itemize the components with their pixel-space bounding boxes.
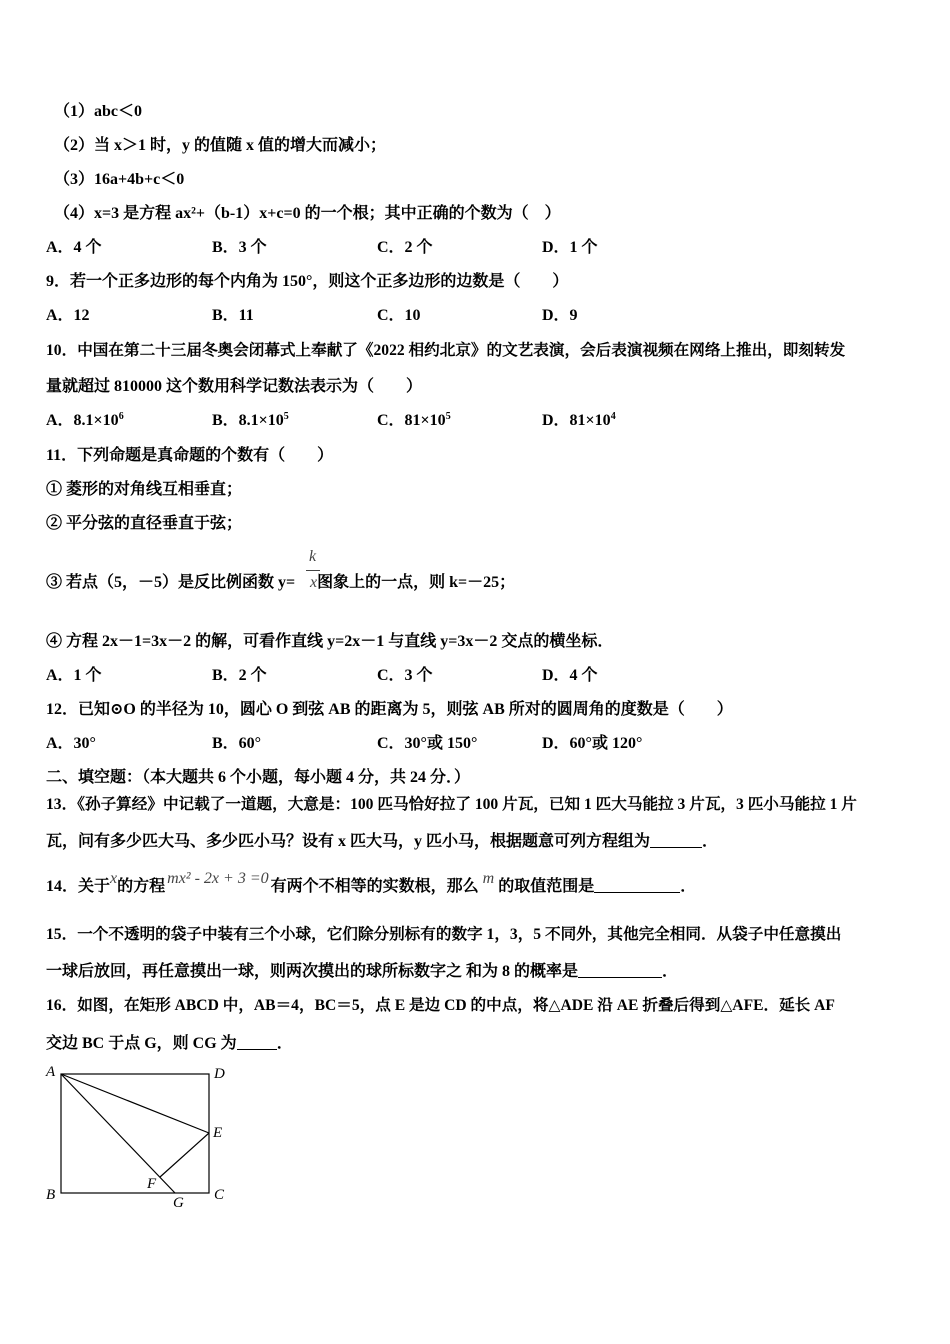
q8-option-d: D．1 个: [542, 239, 598, 256]
q9-option-d: D．9: [542, 307, 578, 324]
q10-option-b: B．$8.1\times 10^5$: [212, 411, 289, 429]
q11-option-a: A．1 个: [46, 667, 102, 684]
q14-equation: mx² - 2x + 3 =0: [167, 870, 269, 887]
q10-option-c: C．$81\times 10^5$: [377, 411, 451, 429]
q8-item-4: （4）x=3 是方程 ax²+（b-1）x+c=0 的一个根；其中正确的个数为（ ）: [54, 205, 561, 222]
q9-option-b: B．11: [212, 307, 254, 324]
label-e: E: [213, 1125, 223, 1141]
rectangle-fold-figure: [40, 1060, 240, 1220]
q12-option-b: B．60°: [212, 735, 262, 752]
q11-option-d: D．4 个: [542, 667, 598, 684]
q12-option-c: C．30°或 150°: [377, 735, 478, 752]
q8-option-b: B．3 个: [212, 239, 267, 256]
segment-ag: [61, 1074, 175, 1193]
answer-blank[interactable]: [594, 878, 680, 893]
q12-stem: 12．已知⊙O 的半径为 10，圆心 O 到弦 AB 的距离为 5，则弦 AB 所对的圆周角的度数是（ ）: [46, 701, 733, 718]
q10-option-a: A．$8.1\times 10^6$: [46, 411, 124, 429]
q11-option-b: B．2 个: [212, 667, 267, 684]
q12-option-d: D．60°或 120°: [542, 735, 643, 752]
label-f: F: [147, 1176, 157, 1192]
segment-ae: [61, 1074, 209, 1133]
rectangle-abcd: [61, 1074, 209, 1193]
q9-stem: 9．若一个正多边形的每个内角为 150°，则这个正多边形的边数是（ ）: [46, 273, 569, 290]
q14-stem: 14．关于x的方程 mx² - 2x + 3 =0 有两个不相等的实数根，那么 m 的取值范围是 ．: [46, 870, 697, 895]
q13-stem-line2: 瓦，问有多少匹大马、多少匹小马？设有 x 匹大马，y 匹小马，根据题意可列方程组为 ．: [46, 833, 719, 850]
label-a: A: [46, 1064, 56, 1080]
q12-option-a: A．30°: [46, 735, 96, 752]
label-b: B: [46, 1187, 56, 1203]
q11-item-1: ① 菱形的对角线互相垂直；: [46, 481, 243, 498]
segment-fe: [160, 1133, 209, 1177]
fraction-denominator: x: [310, 574, 318, 591]
q8-item-1: （1）abc＜0: [54, 103, 143, 120]
q16-stem-line1: 16．如图，在矩形 ABCD 中，AB＝4，BC＝5，点 E 是边 CD 的中点，将△ADE 沿 AE 折叠后得到△AFE．延长 AF: [46, 997, 835, 1014]
q10-stem-line2: 量就超过 810000 这个数用科学记数法表示为（ ）: [46, 378, 423, 395]
label-g: G: [173, 1195, 184, 1211]
q11-item-3: ③ 若点（5，－5）是反比例函数 y= 图象上的一点，则 k=－25；: [46, 574, 516, 591]
q9-option-a: A．12: [46, 307, 90, 324]
label-c: C: [214, 1187, 225, 1203]
q8-item-3: （3）16a+4b+c＜0: [54, 171, 185, 188]
q8-item-2: （2）当 x＞1 时，y 的值随 x 值的增大而减小；: [54, 137, 387, 154]
q11-item-4: ④ 方程 2x－1=3x－2 的解，可看作直线 y=2x－1 与直线 y=3x－2 交点的横坐标．: [46, 633, 614, 650]
q15-stem-line2: 一球后放回，再任意摸出一球，则两次摸出的球所标数字之 和为 8 的概率是 ．: [46, 963, 679, 980]
section-heading: 二、填空题：（本大题共 6 个小题，每小题 4 分，共 24 分．）: [46, 769, 471, 786]
q10-stem-line1: 10．中国在第二十三届冬奥会闭幕式上奉献了《2022 相约北京》的文艺表演，会后表演视频在网络上推出，即刻转发: [46, 342, 846, 359]
answer-blank[interactable]: [578, 963, 662, 978]
fraction-bar: [306, 570, 320, 571]
q16-stem-line2: 交边 BC 于点 G，则 CG 为 ．: [46, 1035, 293, 1052]
answer-blank[interactable]: [237, 1035, 277, 1050]
q15-stem-line1: 15．一个不透明的袋子中装有三个小球，它们除分别标有的数字 1，3，5 不同外，其他完全相同．从袋子中任意摸出: [46, 926, 842, 943]
q11-stem: 11．下列命题是真命题的个数有（ ）: [46, 447, 334, 464]
q13-stem-line1: 13．《孙子算经》中记载了一道题，大意是：100 匹马恰好拉了 100 片瓦，已知 1 匹大马能拉 3 片瓦，3 匹小马能拉 1 片: [46, 796, 857, 813]
fraction-numerator: k: [309, 548, 317, 565]
label-d: D: [214, 1066, 225, 1082]
q11-item-2: ② 平分弦的直径垂直于弦；: [46, 515, 243, 532]
q8-option-c: C．2 个: [377, 239, 433, 256]
q10-option-d: D．$81\times 10^4$: [542, 411, 616, 429]
q11-option-c: C．3 个: [377, 667, 433, 684]
answer-blank[interactable]: [650, 833, 702, 848]
q8-option-a: A．4 个: [46, 239, 102, 256]
q9-option-c: C．10: [377, 307, 421, 324]
